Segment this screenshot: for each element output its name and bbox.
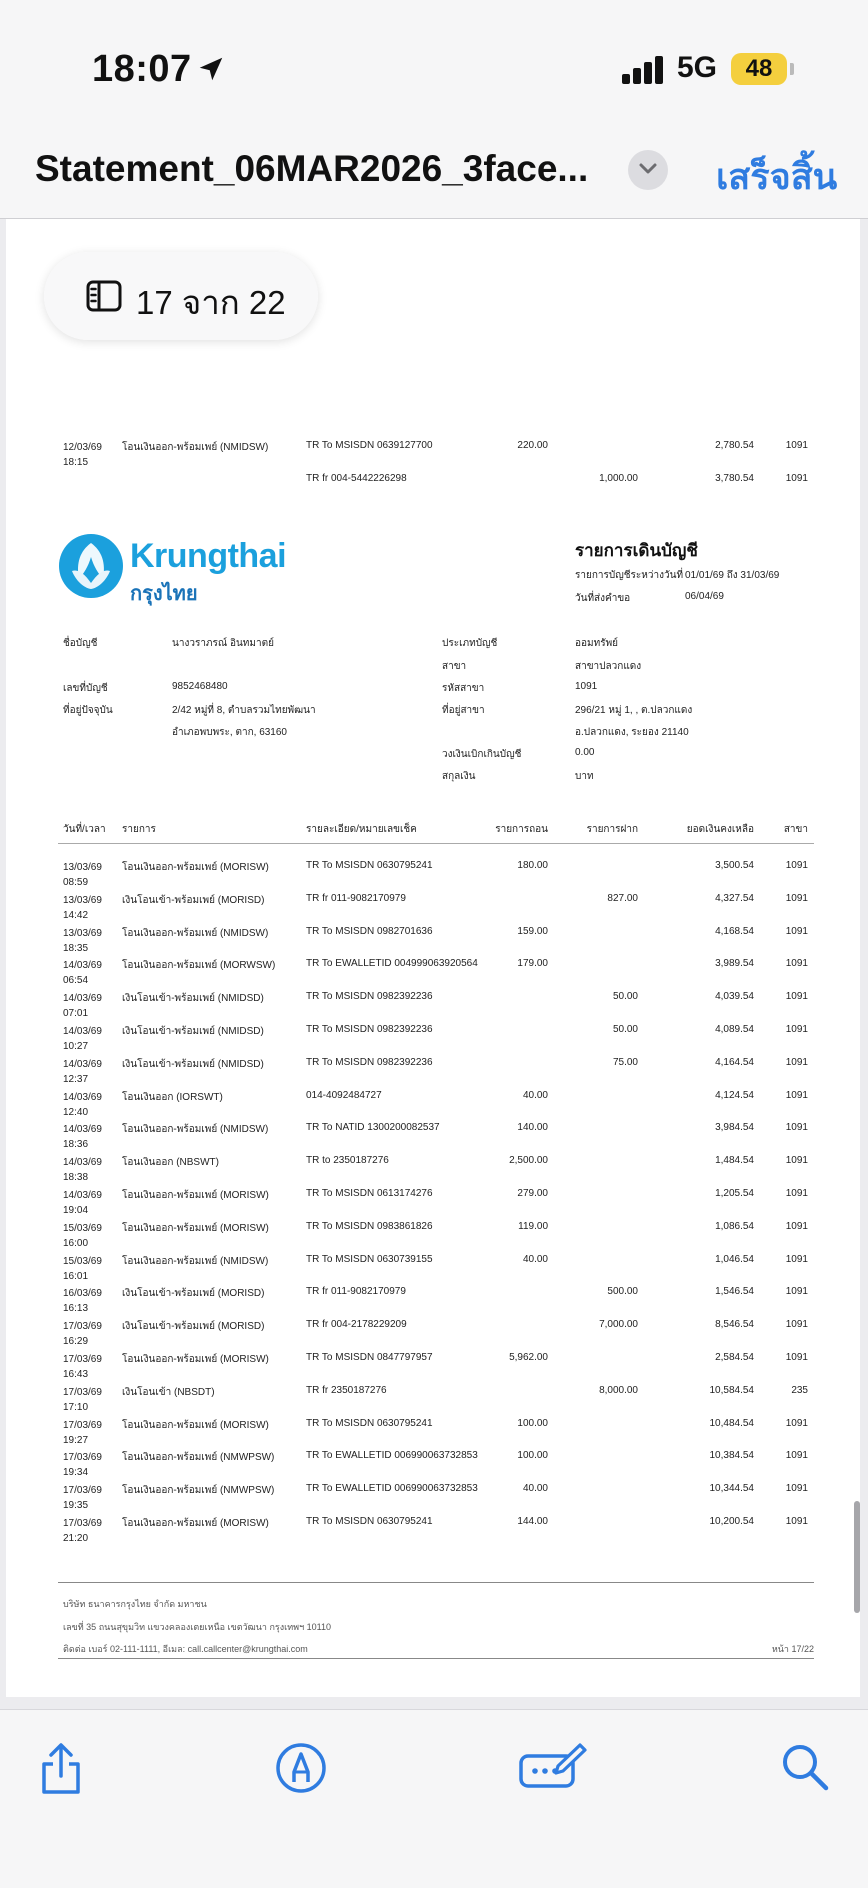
row-withdrawal: 100.00 (517, 1450, 548, 1462)
battery-nub (790, 63, 794, 75)
table-row (6, 1385, 860, 1415)
table-row (6, 926, 860, 956)
page-indicator[interactable] (44, 252, 318, 340)
row-withdrawal: 100.00 (517, 1417, 548, 1429)
row-description: TR fr 004-2178229209 (306, 1319, 407, 1331)
row-deposit: 8,000.00 (599, 1384, 638, 1396)
row-branch: 1091 (785, 1024, 808, 1035)
row-date: 17/03/69 21:20 (63, 1518, 102, 1544)
row-date: 17/03/69 19:35 (63, 1485, 102, 1512)
row-description: TR To MSISDN 0983861826 (306, 1220, 433, 1232)
row-transaction: โอนเงินออก-พร้อมเพย์ (NMWPSW) (122, 1452, 275, 1464)
share-icon[interactable] (38, 1742, 84, 1796)
row-withdrawal: 220.00 (517, 440, 548, 451)
row-date: 14/03/69 07:01 (63, 993, 102, 1020)
row-balance: 1,205.54 (715, 1188, 754, 1199)
table-row (6, 1483, 860, 1513)
signature-icon[interactable] (518, 1742, 588, 1792)
row-date: 14/03/69 12:37 (63, 1058, 102, 1085)
row-transaction: เงินโอนเข้า-พร้อมเพย์ (NMIDSD) (122, 1026, 264, 1037)
row-date: 16/03/69 16:13 (63, 1288, 102, 1315)
row-transaction: โอนเงินออก-พร้อมเพย์ (MORISW) (122, 862, 269, 873)
row-branch: 1091 (785, 1450, 808, 1462)
row-date: 14/03/69 18:36 (63, 1124, 102, 1151)
row-description: TR To MSISDN 0639127700 (306, 440, 433, 451)
row-transaction: โอนเงินออก-พร้อมเพย์ (MORISW) (122, 1419, 269, 1431)
row-branch: 1091 (785, 1352, 808, 1363)
footer-page-number: หน้า 17/22 (771, 1644, 814, 1654)
location-arrow-icon (196, 54, 226, 84)
row-withdrawal: 180.00 (517, 860, 548, 871)
row-balance: 4,327.54 (715, 892, 754, 904)
row-branch: 1091 (785, 892, 808, 904)
bottom-toolbar (0, 1709, 868, 1888)
row-transaction: โอนเงินออก-พร้อมเพย์ (MORISW) (122, 1222, 269, 1234)
branch-code-label: รหัสสาขา (442, 683, 485, 694)
title-menu-button[interactable] (628, 150, 668, 190)
row-transaction: โอนเงินออก-พร้อมเพย์ (MORWSW) (122, 960, 276, 972)
branch-address-value: 296/21 หมู่ 1, , ต.ปลวกแดง (575, 705, 693, 716)
row-description: TR To MSISDN 0630795241 (306, 1417, 433, 1429)
col-header-branch: สาขา (783, 824, 808, 835)
table-row (6, 1286, 860, 1316)
row-description: TR to 2350187276 (306, 1155, 389, 1167)
row-balance: 2,584.54 (715, 1352, 754, 1363)
currency-value: บาท (575, 771, 594, 782)
col-header-balance: ยอดเงินคงเหลือ (686, 824, 754, 835)
row-description: TR To MSISDN 0630795241 (306, 860, 433, 871)
row-balance: 3,984.54 (715, 1122, 754, 1134)
row-withdrawal: 179.00 (517, 958, 548, 970)
overdraft-value: 0.00 (575, 747, 595, 758)
footer-address: เลขที่ 35 ถนนสุขุมวิท แขวงคลองเตยเหนือ เขตวัฒนา กรุงเทพฯ 10110 (63, 1622, 332, 1632)
account-name-value: นางวราภรณ์ อินทมาตย์ (172, 638, 274, 649)
pdf-viewer[interactable] (0, 219, 868, 1709)
row-balance: 10,584.54 (709, 1384, 754, 1396)
row-date: 14/03/69 10:27 (63, 1026, 102, 1052)
row-balance: 1,046.54 (715, 1253, 754, 1265)
row-date: 14/03/69 18:38 (63, 1157, 102, 1184)
branch-label: สาขา (442, 661, 467, 672)
row-branch: 1091 (785, 473, 808, 484)
row-withdrawal: 2,500.00 (509, 1155, 548, 1167)
row-balance: 3,500.54 (715, 860, 754, 871)
address-line-2: อำเภอพบพระ, ตาก, 63160 (172, 727, 287, 738)
table-row (6, 991, 860, 1021)
table-row (6, 1221, 860, 1251)
col-header-deposit: รายการฝาก (586, 824, 638, 835)
table-row (6, 1254, 860, 1284)
row-transaction: โอนเงินออก-พร้อมเพย์ (MORISW) (122, 1354, 269, 1365)
row-transaction: โอนเงินออก-พร้อมเพย์ (NMIDSW) (122, 927, 269, 939)
row-balance: 1,484.54 (715, 1155, 754, 1167)
row-transaction: โอนเงินออก-พร้อมเพย์ (MORISW) (122, 1190, 269, 1201)
row-date: 14/03/69 19:04 (63, 1190, 102, 1216)
row-deposit: 1,000.00 (599, 473, 638, 484)
branch-value: สาขาปลวกแดง (575, 661, 642, 672)
status-bar (0, 0, 868, 130)
table-row (6, 1188, 860, 1218)
table-row (6, 1057, 860, 1087)
account-type-label: ประเภทบัญชี (442, 638, 498, 649)
row-balance: 1,546.54 (715, 1286, 754, 1298)
row-branch: 1091 (785, 1056, 808, 1068)
row-description: TR To MSISDN 0982392236 (306, 991, 433, 1003)
header-divider (58, 843, 814, 844)
row-description: TR fr 004-5442226298 (306, 473, 407, 484)
row-branch: 235 (791, 1384, 808, 1396)
row-branch: 1091 (785, 1319, 808, 1331)
row-branch: 1091 (785, 1089, 808, 1101)
account-name-label: ชื่อบัญชี (63, 638, 98, 649)
row-date: 13/03/69 18:35 (63, 927, 102, 954)
row-transaction: โอนเงินออก-พร้อมเพย์ (NMWPSW) (122, 1485, 275, 1497)
row-transaction: โอนเงินออก-พร้อมเพย์ (NMIDSW) (122, 1124, 269, 1136)
row-withdrawal: 40.00 (522, 1253, 548, 1265)
address-label: ที่อยู่ปัจจุบัน (63, 705, 113, 716)
row-withdrawal: 279.00 (517, 1188, 548, 1199)
row-balance: 3,780.54 (715, 473, 754, 484)
footer-divider-bottom (58, 1658, 814, 1659)
row-description: TR To NATID 1300200082537 (306, 1122, 440, 1134)
row-branch: 1091 (785, 991, 808, 1003)
account-number-label: เลขที่บัญชี (63, 683, 108, 694)
row-deposit: 827.00 (607, 892, 638, 904)
row-branch: 1091 (785, 925, 808, 937)
row-date: 14/03/69 06:54 (63, 960, 102, 987)
table-row (6, 1418, 860, 1448)
search-icon[interactable] (780, 1742, 830, 1792)
table-row (6, 1450, 860, 1480)
row-transaction: โอนเงินออก-พร้อมเพย์ (MORISW) (122, 1518, 269, 1529)
done-button[interactable]: เสร็จสิ้น (716, 156, 838, 197)
row-date: 13/03/69 14:42 (63, 894, 102, 921)
row-branch: 1091 (785, 1516, 808, 1527)
row-description: TR fr 011-9082170979 (306, 1286, 406, 1298)
row-transaction: เงินโอนเข้า-พร้อมเพย์ (MORISD) (122, 1321, 265, 1333)
table-row (6, 893, 860, 923)
row-balance: 1,086.54 (715, 1220, 754, 1232)
col-header-description: รายละเอียด/หมายเลขเช็ค (306, 824, 417, 835)
footer-contact: ติดต่อ เบอร์ 02-111-1111, อีเมล: call.callcenter@krungthai.com (63, 1644, 308, 1654)
row-branch: 1091 (785, 1155, 808, 1167)
row-description: TR To MSISDN 0630795241 (306, 1516, 433, 1527)
pdf-page-17 (6, 487, 860, 1697)
row-description: TR To EWALLETID 004999063920564 (306, 958, 478, 970)
row-deposit: 75.00 (612, 1056, 638, 1068)
row-transaction: โอนเงินออก-พร้อมเพย์ (NMIDSW) (122, 1255, 269, 1267)
row-withdrawal: 144.00 (517, 1516, 548, 1527)
row-description: TR To MSISDN 0982392236 (306, 1024, 433, 1035)
row-branch: 1091 (785, 1253, 808, 1265)
status-time: 18:07 (92, 48, 192, 90)
row-description: TR To EWALLETID 006990063732853 (306, 1450, 478, 1462)
overdraft-label: วงเงินเบิกเกินบัญชี (442, 749, 522, 760)
row-description: TR To MSISDN 0847797957 (306, 1352, 433, 1363)
scrollbar-thumb[interactable] (854, 1501, 860, 1613)
row-description: TR To MSISDN 0982392236 (306, 1056, 433, 1068)
statement-title: รายการเดินบัญชี (575, 541, 698, 560)
row-description: TR fr 2350187276 (306, 1384, 387, 1396)
row-date: 17/03/69 16:29 (63, 1321, 102, 1348)
account-type-value: ออมทรัพย์ (575, 638, 619, 649)
page-indicator-text: 17 จาก 22 (136, 284, 286, 321)
row-transaction: โอนเงินออก (IORSWT) (122, 1091, 223, 1103)
row-transaction: เงินโอนเข้า-พร้อมเพย์ (MORISD) (122, 894, 265, 906)
row-balance: 10,484.54 (709, 1417, 754, 1429)
row-withdrawal: 140.00 (517, 1122, 548, 1134)
row-balance: 4,089.54 (715, 1024, 754, 1035)
table-row (6, 860, 860, 890)
account-number-value: 9852468480 (172, 681, 228, 692)
brand-name-en: Krungthai (130, 537, 287, 575)
row-balance: 4,164.54 (715, 1056, 754, 1068)
row-date: 17/03/69 17:10 (63, 1386, 102, 1413)
table-row (6, 1090, 860, 1120)
table-row (6, 1352, 860, 1382)
row-description: TR fr 011-9082170979 (306, 892, 406, 904)
row-date: 13/03/69 08:59 (63, 862, 102, 888)
row-branch: 1091 (785, 1188, 808, 1199)
period-label: รายการบัญชีระหว่างวันที่ (575, 570, 684, 581)
sent-date-value: 06/04/69 (685, 591, 724, 602)
row-date: 14/03/69 12:40 (63, 1091, 102, 1118)
row-branch: 1091 (785, 1220, 808, 1232)
branch-address-line-2: อ.ปลวกแดง, ระยอง 21140 (575, 727, 689, 738)
table-row (6, 1319, 860, 1349)
sent-date-label: วันที่ส่งคำขอ (575, 593, 631, 604)
table-row (6, 1155, 860, 1185)
footer-divider (58, 1582, 814, 1583)
battery-indicator: 48 (731, 53, 787, 85)
period-value: 01/01/69 ถึง 31/03/69 (685, 570, 780, 581)
row-balance: 4,168.54 (715, 925, 754, 937)
row-deposit: 50.00 (612, 1024, 638, 1035)
row-balance: 2,780.54 (715, 440, 754, 451)
currency-label: สกุลเงิน (442, 771, 476, 782)
row-date: 17/03/69 19:27 (63, 1419, 102, 1446)
chevron-down-icon (638, 162, 658, 176)
network-type: 5G (677, 51, 718, 84)
row-withdrawal: 40.00 (522, 1483, 548, 1495)
row-branch: 1091 (785, 1483, 808, 1495)
brand-name-th: กรุงไทย (130, 583, 198, 605)
row-withdrawal: 119.00 (518, 1220, 548, 1232)
row-description: 014-4092484727 (306, 1089, 382, 1101)
sidebar-thumbnails-icon (86, 280, 122, 312)
markup-icon[interactable] (275, 1742, 327, 1794)
row-balance: 4,124.54 (715, 1089, 754, 1101)
document-title[interactable]: Statement_06MAR2026_3face... (35, 148, 589, 189)
cellular-signal-icon (622, 54, 664, 84)
row-description: TR To MSISDN 0982701636 (306, 925, 433, 937)
row-branch: 1091 (785, 1286, 808, 1298)
col-header-transaction: รายการ (122, 824, 156, 835)
row-date: 17/03/69 16:43 (63, 1354, 102, 1380)
row-description: TR To MSISDN 0613174276 (306, 1188, 433, 1199)
row-branch: 1091 (785, 958, 808, 970)
col-header-withdrawal: รายการถอน (495, 824, 548, 835)
row-transaction: เงินโอนเข้า-พร้อมเพย์ (NMIDSD) (122, 993, 264, 1005)
row-branch: 1091 (785, 860, 808, 871)
footer-company: บริษัท ธนาคารกรุงไทย จำกัด มหาชน (63, 1599, 207, 1609)
row-date: 15/03/69 16:01 (63, 1255, 102, 1282)
row-date: 12/03/69 18:15 (63, 442, 102, 468)
row-transaction: เงินโอนเข้า (NBSDT) (122, 1386, 215, 1398)
row-balance: 3,989.54 (715, 958, 754, 970)
row-transaction: เงินโอนเข้า-พร้อมเพย์ (MORISD) (122, 1288, 265, 1300)
row-description: TR To MSISDN 0630739155 (306, 1253, 433, 1265)
table-row (6, 440, 860, 470)
document-header (0, 130, 868, 219)
row-deposit: 7,000.00 (599, 1319, 638, 1331)
col-header-date: วันที่/เวลา (63, 824, 106, 835)
row-branch: 1091 (785, 1122, 808, 1134)
address-value: 2/42 หมู่ที่ 8, ตำบลรวมไทยพัฒนา (172, 705, 316, 716)
row-transaction: เงินโอนเข้า-พร้อมเพย์ (NMIDSD) (122, 1058, 264, 1070)
row-transaction: โอนเงินออก (NBSWT) (122, 1157, 219, 1169)
row-date: 15/03/69 16:00 (63, 1222, 102, 1249)
row-branch: 1091 (785, 1417, 808, 1429)
row-withdrawal: 159.00 (517, 925, 548, 937)
krungthai-logo-icon (58, 533, 124, 599)
row-withdrawal: 40.00 (522, 1089, 548, 1101)
table-row (6, 1516, 860, 1546)
table-row (6, 1024, 860, 1054)
branch-code-value: 1091 (575, 681, 598, 692)
row-balance: 10,200.54 (709, 1516, 754, 1527)
row-branch: 1091 (785, 440, 808, 451)
row-deposit: 500.00 (607, 1286, 638, 1298)
row-deposit: 50.00 (612, 991, 638, 1003)
row-withdrawal: 5,962.00 (509, 1352, 548, 1363)
table-row (6, 1122, 860, 1152)
branch-address-label: ที่อยู่สาขา (442, 705, 485, 716)
table-row (6, 958, 860, 988)
row-balance: 10,344.54 (709, 1483, 754, 1495)
row-balance: 10,384.54 (709, 1450, 754, 1462)
row-transaction: โอนเงินออก-พร้อมเพย์ (NMIDSW) (122, 442, 269, 453)
row-balance: 8,546.54 (715, 1319, 754, 1331)
row-description: TR To EWALLETID 006990063732853 (306, 1483, 478, 1495)
row-balance: 4,039.54 (715, 991, 754, 1003)
row-date: 17/03/69 19:34 (63, 1452, 102, 1479)
